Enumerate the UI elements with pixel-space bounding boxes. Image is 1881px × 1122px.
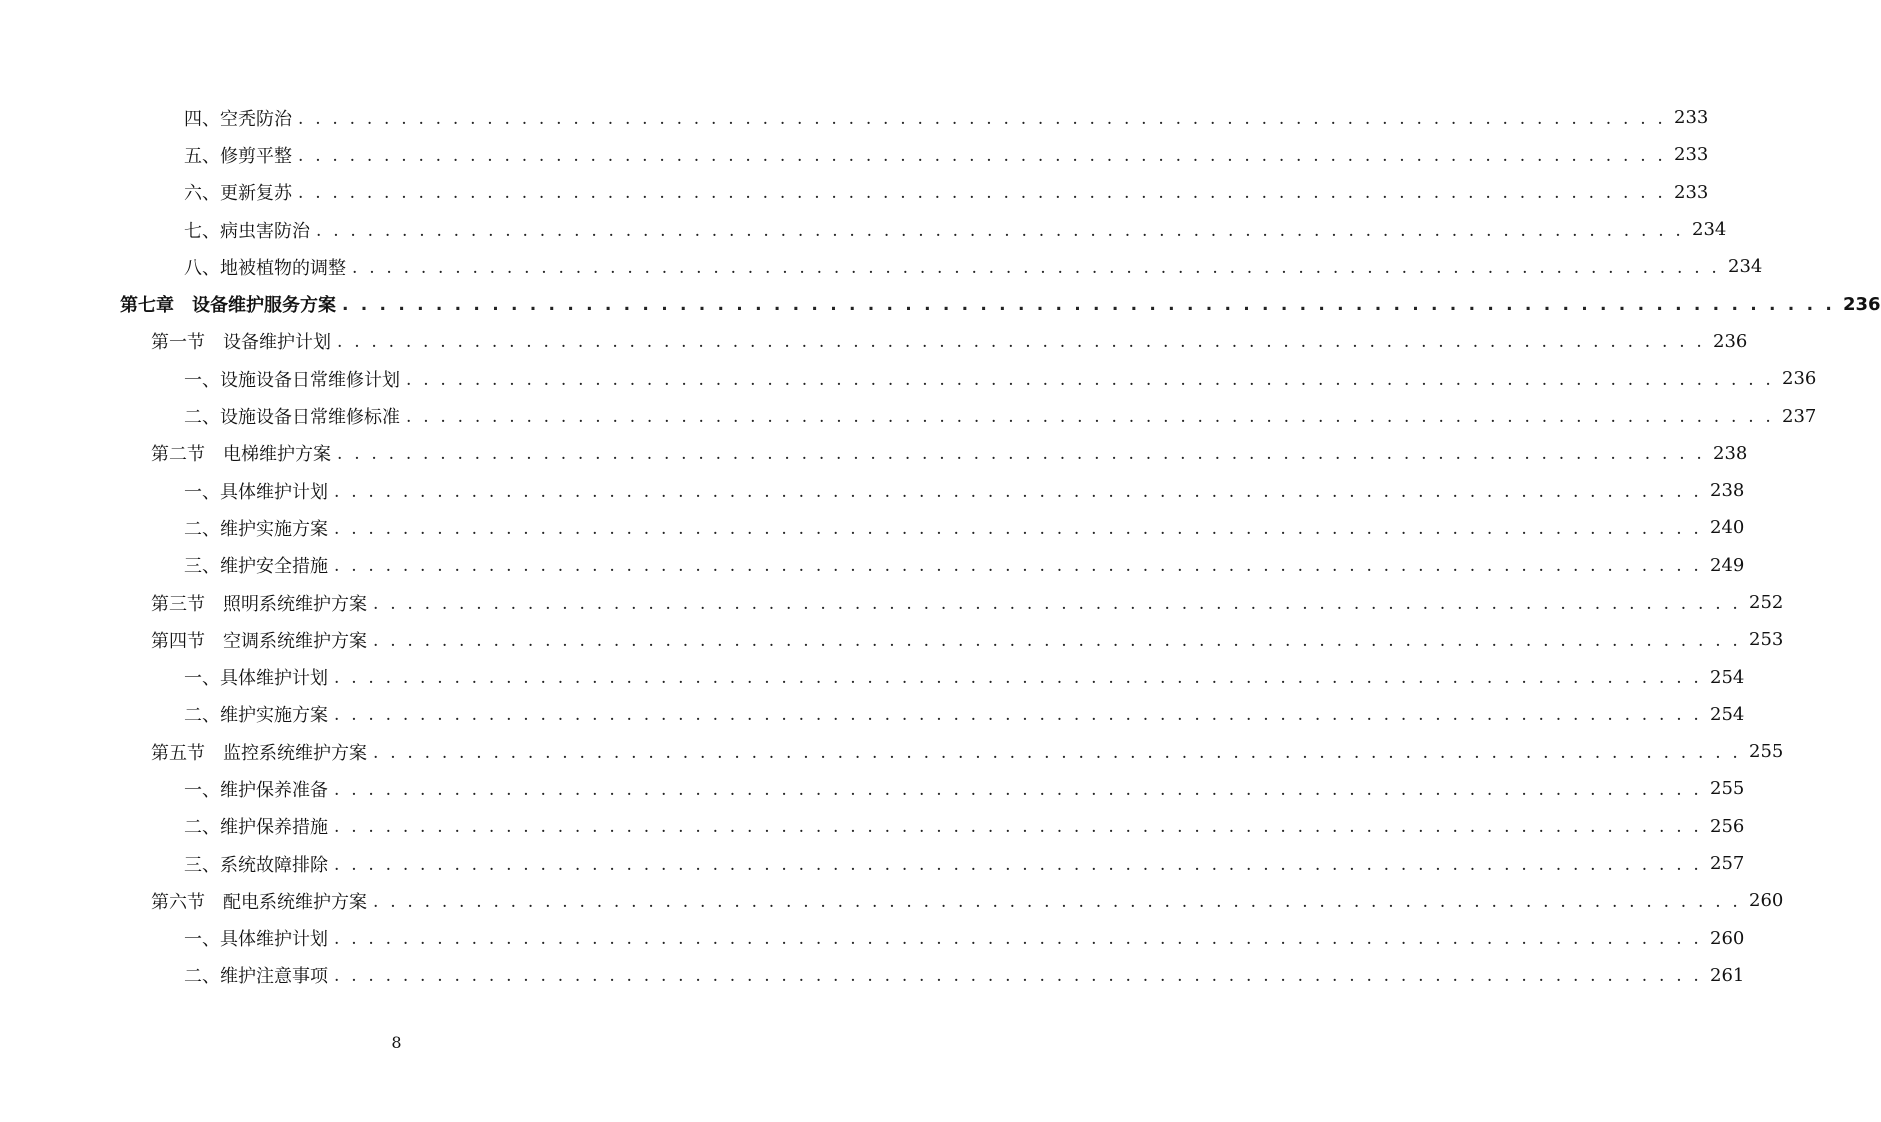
toc-entry[interactable] — [0, 621, 1784, 658]
toc-entry-page: 236 — [1782, 368, 1817, 390]
toc-dot-leader: . . . . . . . . . . . . . . . . . . . . . . . . . . . . . . . . . . . . . . . . . . . . . . . . . . . . . . . . . . . . . . . . . . . . . . . . . . . . . . . . — [373, 891, 1742, 912]
toc-entry-label: 四、空秃防治 — [184, 105, 298, 131]
toc-entry[interactable] — [0, 957, 1745, 994]
toc-entry-page: 236 — [1843, 293, 1881, 315]
toc-entry[interactable] — [0, 435, 1748, 472]
toc-entry-label: 一、具体维护计划 — [184, 664, 334, 690]
toc-entry-page: 260 — [1749, 890, 1784, 912]
toc-entry-page: 257 — [1710, 853, 1745, 875]
toc-entry-page: 233 — [1674, 107, 1709, 129]
table-of-contents — [0, 99, 1881, 994]
toc-dot-leader: . . . . . . . . . . . . . . . . . . . . . . . . . . . . . . . . . . . . . . . . . . . . . . . . . . . . . . . . . . . . . . . . . . . . . . . . . . . . . . . . — [406, 407, 1775, 428]
toc-entry-page: 261 — [1710, 964, 1745, 986]
toc-dot-leader: . . . . . . . . . . . . . . . . . . . . . . . . . . . . . . . . . . . . . . . . . . . . . . . . . . . . . . . . . . . . . . . . . . . . . . . . . . . . . . . . — [334, 668, 1703, 689]
toc-entry[interactable] — [0, 733, 1784, 770]
toc-entry[interactable] — [0, 845, 1745, 882]
toc-entry-page: 233 — [1674, 144, 1709, 166]
toc-entry[interactable] — [0, 808, 1745, 845]
toc-entry-label: 一、设施设备日常维修计划 — [184, 366, 406, 392]
toc-dot-leader: . . . . . . . . . . . . . . . . . . . . . . . . . . . . . . . . . . . . . . . . . . . . . . . . . . . . . . . . . . . . . . . . . . . . . . . . . . . . . . . . — [334, 929, 1703, 950]
toc-entry-page: 260 — [1710, 927, 1745, 949]
toc-entry-label: 一、具体维护计划 — [184, 478, 334, 504]
toc-entry[interactable] — [0, 882, 1784, 919]
toc-dot-leader: . . . . . . . . . . . . . . . . . . . . . . . . . . . . . . . . . . . . . . . . . . . . . . . . . . . . . . . . . . . . . . . . . . . . . . . . . . . . . . . . — [334, 518, 1703, 539]
toc-dot-leader: . . . . . . . . . . . . . . . . . . . . . . . . . . . . . . . . . . . . . . . . . . . . . . . . . . . . . . . . . . . . . . . . . . . . . . . . . . . . . . . . — [352, 257, 1721, 278]
toc-entry[interactable] — [0, 323, 1748, 360]
toc-dot-leader: . . . . . . . . . . . . . . . . . . . . . . . . . . . . . . . . . . . . . . . . . . . . . . . . . . . . . . . . . . . . . . . . . . . . . . . . . . . . . . . . — [334, 481, 1703, 502]
toc-entry-label: 六、更新复苏 — [184, 179, 298, 205]
toc-entry[interactable] — [0, 99, 1709, 136]
toc-entry-label: 一、具体维护计划 — [184, 925, 334, 951]
toc-entry-page: 234 — [1728, 256, 1763, 278]
toc-entry-label: 三、维护安全措施 — [184, 552, 334, 578]
toc-dot-leader: . . . . . . . . . . . . . . . . . . . . . . . . . . . . . . . . . . . . . . . . . . . . . . . . . . . . . . . . . . . . . . . . . . . . . . . . . . . . . . . . — [316, 220, 1685, 241]
toc-entry[interactable] — [0, 248, 1763, 285]
toc-entry-page: 238 — [1713, 442, 1748, 464]
toc-entry-page: 249 — [1710, 554, 1745, 576]
toc-dot-leader: . . . . . . . . . . . . . . . . . . . . . . . . . . . . . . . . . . . . . . . . . . . . . . . . . . . . . . . . . . . . . . . . . . . . . . . . . . . . . . . . — [337, 332, 1706, 353]
toc-entry-page: 253 — [1749, 629, 1784, 651]
toc-dot-leader: . . . . . . . . . . . . . . . . . . . . . . . . . . . . . . . . . . . . . . . . . . . . . . . . . . . . . . . . . . . . . . . . . . . . . . . . . . . . . . . . — [406, 369, 1775, 390]
toc-dot-leader: . . . . . . . . . . . . . . . . . . . . . . . . . . . . . . . . . . . . . . . . . . . . . . . . . . . . . . . . . . . . . . . . . . . . . . . . . . . . . . . . — [373, 593, 1742, 614]
toc-entry-label: 第六节 配电系统维护方案 — [151, 888, 373, 914]
toc-entry[interactable] — [0, 770, 1745, 807]
toc-entry-label: 二、维护实施方案 — [184, 515, 334, 541]
toc-entry-label: 第七章 设备维护服务方案 — [120, 291, 342, 317]
toc-entry-page: 254 — [1710, 703, 1745, 725]
toc-entry-label: 第二节 电梯维护方案 — [151, 440, 337, 466]
toc-entry-page: 255 — [1749, 741, 1784, 763]
toc-entry-page: 238 — [1710, 480, 1745, 502]
toc-dot-leader: . . . . . . . . . . . . . . . . . . . . . . . . . . . . . . . . . . . . . . . . . . . . . . . . . . . . . . . . . . . . . . . . . . . . . . . . . . . . . . . . — [298, 108, 1667, 129]
toc-dot-leader: . . . . . . . . . . . . . . . . . . . . . . . . . . . . . . . . . . . . . . . . . . . . . . . . . . . . . . . . . . . . . . . . . . . . . . . . . . . . . . . . — [298, 145, 1667, 166]
toc-dot-leader: . . . . . . . . . . . . . . . . . . . . . . . . . . . . . . . . . . . . . . . . . . . . . . . . . . . . . . . . . . . . . . . . . . . . . . . . . . . . . . . . — [334, 966, 1703, 987]
toc-entry-label: 五、修剪平整 — [184, 142, 298, 168]
toc-entry-label: 一、维护保养准备 — [184, 776, 334, 802]
toc-dot-leader: . . . . . . . . . . . . . . . . . . . . . . . . . . . . . . . . . . . . . . . . . . . . . . . . . . . . . . . . . . . . . . . . . . . . . . . . . . . . . . . . — [334, 779, 1703, 800]
toc-entry[interactable] — [0, 174, 1709, 211]
toc-dot-leader: . . . . . . . . . . . . . . . . . . . . . . . . . . . . . . . . . . . . . . . . . . . . . . . . . . . . . . . . . . . . . . . . . . . . . . . . . . . . . . . . — [373, 630, 1742, 651]
toc-entry[interactable] — [0, 658, 1745, 695]
toc-entry-label: 第五节 监控系统维护方案 — [151, 739, 373, 765]
toc-entry-page: 233 — [1674, 181, 1709, 203]
toc-entry-label: 三、系统故障排除 — [184, 851, 334, 877]
toc-entry-page: 252 — [1749, 592, 1784, 613]
page-number: 8 — [391, 1033, 402, 1052]
toc-dot-leader: . . . . . . . . . . . . . . . . . . . . . . . . . . . . . . . . . . . . . . . . . . . . . . . . . . . . . . . . . . . . . . . . . . . . . . . . . . . . . . . . — [334, 817, 1703, 838]
toc-entry-label: 八、地被植物的调整 — [184, 254, 352, 280]
toc-dot-leader: . . . . . . . . . . . . . . . . . . . . . . . . . . . . . . . . . . . . . . . . . . . . . . . . . . . . . . . . . . . . . . . . . . . . . . . . . . . . . . . . — [334, 854, 1703, 875]
toc-dot-leader: . . . . . . . . . . . . . . . . . . . . . . . . . . . . . . . . . . . . . . . . . . . . . . . . . . . . . . . . . . . . . . . . . . . . . . . . . . . . . . . . — [342, 295, 1835, 316]
toc-entry-page: 237 — [1782, 405, 1817, 427]
toc-entry-label: 二、设施设备日常维修标准 — [184, 403, 406, 429]
toc-entry[interactable] — [0, 509, 1745, 546]
toc-entry-label: 第一节 设备维护计划 — [151, 328, 337, 354]
toc-entry-page: 254 — [1710, 666, 1745, 688]
toc-entry-page: 240 — [1710, 517, 1745, 539]
toc-entry-page: 256 — [1710, 815, 1745, 837]
toc-entry-page: 234 — [1692, 219, 1727, 241]
toc-entry[interactable] — [0, 472, 1745, 509]
toc-entry[interactable] — [0, 136, 1709, 173]
toc-entry-page: 236 — [1713, 330, 1748, 352]
toc-entry-label: 七、病虫害防治 — [184, 217, 316, 243]
toc-entry-page: 255 — [1710, 778, 1745, 800]
toc-entry[interactable] — [0, 211, 1727, 248]
toc-entry-label: 第三节 照明系统维护方案 — [151, 590, 373, 616]
toc-entry-label: 二、维护保养措施 — [184, 813, 334, 839]
toc-entry[interactable] — [0, 547, 1745, 584]
toc-entry[interactable] — [0, 920, 1745, 957]
toc-dot-leader: . . . . . . . . . . . . . . . . . . . . . . . . . . . . . . . . . . . . . . . . . . . . . . . . . . . . . . . . . . . . . . . . . . . . . . . . . . . . . . . . — [298, 183, 1667, 204]
toc-dot-leader: . . . . . . . . . . . . . . . . . . . . . . . . . . . . . . . . . . . . . . . . . . . . . . . . . . . . . . . . . . . . . . . . . . . . . . . . . . . . . . . . — [373, 742, 1742, 763]
toc-entry[interactable] — [0, 397, 1817, 434]
toc-entry[interactable] — [0, 696, 1745, 733]
toc-entry-label: 二、维护实施方案 — [184, 701, 334, 727]
toc-entry[interactable] — [0, 285, 1881, 322]
toc-entry[interactable] — [0, 584, 1784, 621]
toc-dot-leader: . . . . . . . . . . . . . . . . . . . . . . . . . . . . . . . . . . . . . . . . . . . . . . . . . . . . . . . . . . . . . . . . . . . . . . . . . . . . . . . . — [334, 556, 1703, 577]
toc-dot-leader: . . . . . . . . . . . . . . . . . . . . . . . . . . . . . . . . . . . . . . . . . . . . . . . . . . . . . . . . . . . . . . . . . . . . . . . . . . . . . . . . — [337, 444, 1706, 465]
toc-entry-label: 第四节 空调系统维护方案 — [151, 627, 373, 653]
toc-dot-leader: . . . . . . . . . . . . . . . . . . . . . . . . . . . . . . . . . . . . . . . . . . . . . . . . . . . . . . . . . . . . . . . . . . . . . . . . . . . . . . . . — [334, 705, 1703, 726]
toc-entry[interactable] — [0, 360, 1817, 397]
toc-entry-label: 二、维护注意事项 — [184, 962, 334, 988]
